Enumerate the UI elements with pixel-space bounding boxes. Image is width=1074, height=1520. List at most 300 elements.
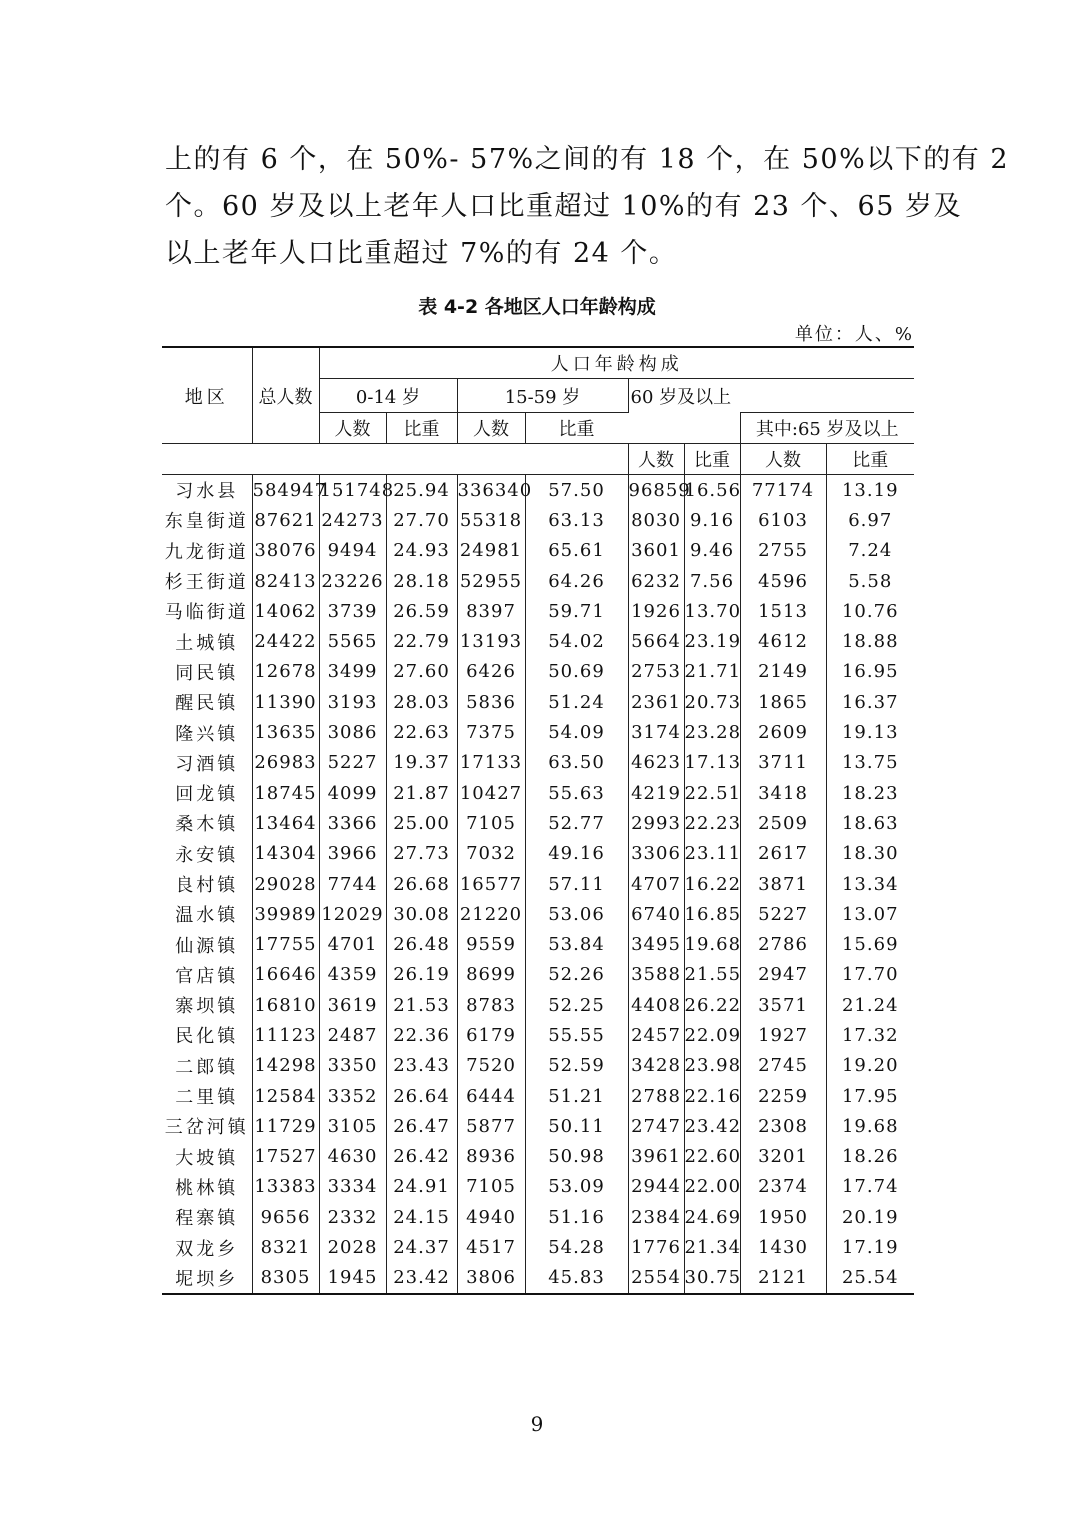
cell-count-15-59: 5836: [457, 687, 525, 717]
cell-count-0-14: 23226: [319, 566, 386, 596]
cell-count-60-plus: 2747: [628, 1111, 684, 1141]
cell-count-60-plus: 4623: [628, 748, 684, 778]
cell-share-65-plus: 13.75: [826, 748, 914, 778]
cell-count-0-14: 3619: [319, 990, 386, 1020]
cell-total: 9656: [252, 1202, 319, 1232]
cell-count-0-14: 2332: [319, 1202, 386, 1232]
cell-share-15-59: 63.13: [525, 505, 628, 535]
header-share-0-14: 比重: [386, 413, 457, 444]
cell-region: 同民镇: [175, 662, 239, 684]
cell-region: 程寨镇: [175, 1208, 239, 1230]
header-share-60: 比重: [684, 444, 740, 475]
cell-share-60-plus: 20.73: [684, 687, 740, 717]
cell-total: 26983: [252, 748, 319, 778]
cell-count-0-14: 3086: [319, 717, 386, 747]
table-row: [162, 1263, 914, 1294]
cell-total: 14062: [252, 596, 319, 626]
cell-total: 29028: [252, 869, 319, 899]
header-count-65: 人数: [740, 444, 826, 475]
cell-count-15-59: 16577: [457, 869, 525, 899]
cell-region: 习水县: [162, 475, 252, 506]
cell-share-15-59: 54.28: [525, 1232, 628, 1262]
table-row: [162, 869, 914, 899]
table-row: [162, 839, 914, 869]
cell-region: 三岔河镇: [164, 1117, 249, 1139]
cell-count-65-plus: 2374: [740, 1172, 826, 1202]
cell-share-15-59: 52.25: [525, 990, 628, 1020]
cell-count-60-plus: 96859: [628, 475, 684, 506]
cell-count-15-59: 55318: [457, 505, 525, 535]
cell-share-0-14: 28.03: [386, 687, 457, 717]
cell-count-60-plus: 1926: [628, 596, 684, 626]
cell-share-0-14: 30.08: [386, 899, 457, 929]
cell-share-65-plus: 18.63: [826, 808, 914, 838]
cell-region: 二里镇: [175, 1087, 239, 1109]
cell-count-15-59: 24981: [457, 536, 525, 566]
header-group-15-59: 15-59 岁: [457, 379, 628, 413]
cell-count-15-59: 7105: [457, 1172, 525, 1202]
cell-share-60-plus: 21.55: [684, 960, 740, 990]
cell-share-60-plus: 22.09: [684, 1020, 740, 1050]
cell-count-15-59: 8783: [457, 990, 525, 1020]
cell-share-0-14: 26.19: [386, 960, 457, 990]
cell-share-15-59: 51.24: [525, 687, 628, 717]
cell-share-15-59: 59.71: [525, 596, 628, 626]
table-row: [162, 566, 914, 596]
cell-share-0-14: 23.42: [386, 1263, 457, 1294]
cell-count-0-14: 151748: [319, 475, 386, 506]
cell-share-60-plus: 21.34: [684, 1232, 740, 1262]
cell-count-15-59: 4517: [457, 1232, 525, 1262]
cell-share-65-plus: 17.32: [826, 1020, 914, 1050]
cell-share-65-plus: 19.20: [826, 1051, 914, 1081]
cell-share-65-plus: 13.19: [826, 475, 914, 506]
cell-count-60-plus: 2788: [628, 1081, 684, 1111]
cell-count-0-14: 3105: [319, 1111, 386, 1141]
cell-share-65-plus: 19.68: [826, 1111, 914, 1141]
cell-count-65-plus: 2509: [740, 808, 826, 838]
header-spacer: [319, 444, 386, 475]
cell-count-65-plus: 1865: [740, 687, 826, 717]
table-row: [162, 536, 914, 566]
cell-share-15-59: 53.09: [525, 1172, 628, 1202]
cell-share-60-plus: 17.13: [684, 748, 740, 778]
cell-share-60-plus: 23.19: [684, 626, 740, 656]
cell-share-15-59: 49.16: [525, 839, 628, 869]
cell-total: 17755: [252, 929, 319, 959]
cell-count-60-plus: 2384: [628, 1202, 684, 1232]
cell-count-65-plus: 3201: [740, 1142, 826, 1172]
cell-count-60-plus: 2993: [628, 808, 684, 838]
cell-share-0-14: 24.91: [386, 1172, 457, 1202]
header-count-0-14: 人数: [319, 413, 386, 444]
header-share-15-59: 比重: [525, 413, 628, 444]
cell-total: 11123: [252, 1020, 319, 1050]
page-number: 9: [530, 1412, 544, 1436]
cell-count-60-plus: 5664: [628, 626, 684, 656]
cell-count-15-59: 17133: [457, 748, 525, 778]
paragraph-line: 个。60 岁及以上老年人口比重超过 10%的有 23 个、65 岁及: [165, 191, 962, 222]
cell-share-65-plus: 18.23: [826, 778, 914, 808]
cell-count-65-plus: 3418: [740, 778, 826, 808]
cell-share-60-plus: 13.70: [684, 596, 740, 626]
cell-share-0-14: 25.94: [386, 475, 457, 506]
cell-count-0-14: 2028: [319, 1232, 386, 1262]
cell-share-15-59: 63.50: [525, 748, 628, 778]
cell-count-15-59: 10427: [457, 778, 525, 808]
cell-share-0-14: 25.00: [386, 808, 457, 838]
cell-share-0-14: 26.47: [386, 1111, 457, 1141]
cell-total: 17527: [252, 1142, 319, 1172]
cell-share-65-plus: 16.37: [826, 687, 914, 717]
cell-share-60-plus: 22.00: [684, 1172, 740, 1202]
cell-share-60-plus: 16.56: [684, 475, 740, 506]
cell-count-0-14: 3966: [319, 839, 386, 869]
cell-region: 东皇街道: [164, 511, 249, 533]
cell-count-60-plus: 3428: [628, 1051, 684, 1081]
cell-region: 桑木镇: [175, 814, 239, 836]
cell-count-15-59: 7375: [457, 717, 525, 747]
cell-count-0-14: 5565: [319, 626, 386, 656]
cell-region: 官店镇: [175, 965, 239, 987]
table-row: [162, 626, 914, 656]
cell-region: 坭坝乡: [162, 1263, 252, 1294]
cell-count-15-59: 7032: [457, 839, 525, 869]
cell-region: 大坡镇: [175, 1147, 239, 1169]
cell-share-15-59: 45.83: [525, 1263, 628, 1294]
cell-share-15-59: 53.06: [525, 899, 628, 929]
table-row: [162, 657, 914, 687]
cell-share-60-plus: 23.42: [684, 1111, 740, 1141]
cell-count-65-plus: 2121: [740, 1263, 826, 1294]
cell-count-65-plus: 3711: [740, 748, 826, 778]
cell-share-15-59: 55.55: [525, 1020, 628, 1050]
table-header: [162, 347, 914, 475]
cell-share-0-14: 21.53: [386, 990, 457, 1020]
cell-share-65-plus: 5.58: [826, 566, 914, 596]
cell-share-60-plus: 26.22: [684, 990, 740, 1020]
cell-count-60-plus: 3174: [628, 717, 684, 747]
cell-count-60-plus: 3601: [628, 536, 684, 566]
cell-share-60-plus: 30.75: [684, 1263, 740, 1294]
cell-count-15-59: 7520: [457, 1051, 525, 1081]
cell-share-15-59: 54.09: [525, 717, 628, 747]
header-spacer: [252, 444, 319, 475]
cell-share-15-59: 57.50: [525, 475, 628, 506]
cell-count-0-14: 5227: [319, 748, 386, 778]
cell-count-0-14: 7744: [319, 869, 386, 899]
cell-region: 隆兴镇: [175, 723, 239, 745]
cell-total: 584947: [252, 475, 319, 506]
cell-count-60-plus: 2361: [628, 687, 684, 717]
cell-share-15-59: 54.02: [525, 626, 628, 656]
header-spacer: [162, 444, 252, 475]
cell-total: 18745: [252, 778, 319, 808]
cell-count-0-14: 3366: [319, 808, 386, 838]
cell-count-15-59: 21220: [457, 899, 525, 929]
table-row: [162, 929, 914, 959]
cell-count-60-plus: 3961: [628, 1142, 684, 1172]
header-count-60: 人数: [628, 444, 684, 475]
cell-share-60-plus: 22.23: [684, 808, 740, 838]
cell-count-65-plus: 5227: [740, 899, 826, 929]
cell-share-60-plus: 9.46: [684, 536, 740, 566]
cell-count-65-plus: 1513: [740, 596, 826, 626]
cell-count-15-59: 6179: [457, 1020, 525, 1050]
cell-share-0-14: 26.59: [386, 596, 457, 626]
cell-count-15-59: 13193: [457, 626, 525, 656]
cell-share-0-14: 27.70: [386, 505, 457, 535]
cell-count-0-14: 3350: [319, 1051, 386, 1081]
cell-total: 14298: [252, 1051, 319, 1081]
cell-share-15-59: 50.11: [525, 1111, 628, 1141]
cell-count-65-plus: 2745: [740, 1051, 826, 1081]
cell-count-15-59: 9559: [457, 929, 525, 959]
cell-count-65-plus: 2617: [740, 839, 826, 869]
cell-share-60-plus: 16.22: [684, 869, 740, 899]
table-row: [162, 475, 914, 506]
cell-count-65-plus: 6103: [740, 505, 826, 535]
cell-share-0-14: 24.15: [386, 1202, 457, 1232]
cell-count-60-plus: 6740: [628, 899, 684, 929]
cell-count-65-plus: 2786: [740, 929, 826, 959]
cell-share-65-plus: 18.30: [826, 839, 914, 869]
cell-share-65-plus: 20.19: [826, 1202, 914, 1232]
cell-count-0-14: 2487: [319, 1020, 386, 1050]
cell-share-0-14: 22.36: [386, 1020, 457, 1050]
table-body: [162, 475, 914, 1295]
cell-count-15-59: 4940: [457, 1202, 525, 1232]
cell-count-60-plus: 6232: [628, 566, 684, 596]
cell-count-60-plus: 8030: [628, 505, 684, 535]
paragraph-line: 以上老年人口比重超过 7%的有 24 个。: [165, 238, 678, 269]
cell-count-65-plus: 1430: [740, 1232, 826, 1262]
cell-count-0-14: 3334: [319, 1172, 386, 1202]
cell-total: 13635: [252, 717, 319, 747]
cell-total: 14304: [252, 839, 319, 869]
cell-share-65-plus: 17.19: [826, 1232, 914, 1262]
cell-share-0-14: 24.93: [386, 536, 457, 566]
cell-share-15-59: 52.26: [525, 960, 628, 990]
cell-count-65-plus: 3571: [740, 990, 826, 1020]
cell-region: 习酒镇: [175, 753, 239, 775]
cell-share-15-59: 64.26: [525, 566, 628, 596]
cell-count-60-plus: 3306: [628, 839, 684, 869]
cell-share-15-59: 57.11: [525, 869, 628, 899]
cell-total: 12678: [252, 657, 319, 687]
header-blank-60: [628, 413, 740, 444]
table-row: [162, 1051, 914, 1081]
cell-total: 16646: [252, 960, 319, 990]
cell-count-60-plus: 2753: [628, 657, 684, 687]
table-row: [162, 899, 914, 929]
cell-share-60-plus: 22.16: [684, 1081, 740, 1111]
header-group-0-14: 0-14 岁: [319, 379, 457, 413]
cell-count-15-59: 8397: [457, 596, 525, 626]
cell-count-0-14: 3193: [319, 687, 386, 717]
cell-count-15-59: 7105: [457, 808, 525, 838]
cell-total: 87621: [252, 505, 319, 535]
cell-share-15-59: 51.21: [525, 1081, 628, 1111]
cell-count-0-14: 4630: [319, 1142, 386, 1172]
cell-share-0-14: 22.63: [386, 717, 457, 747]
cell-share-65-plus: 17.70: [826, 960, 914, 990]
cell-count-0-14: 24273: [319, 505, 386, 535]
cell-share-60-plus: 23.98: [684, 1051, 740, 1081]
cell-count-65-plus: 1950: [740, 1202, 826, 1232]
cell-count-15-59: 5877: [457, 1111, 525, 1141]
cell-count-0-14: 12029: [319, 899, 386, 929]
cell-share-0-14: 22.79: [386, 626, 457, 656]
table-row: [162, 1232, 914, 1262]
cell-count-65-plus: 4596: [740, 566, 826, 596]
cell-count-15-59: 3806: [457, 1263, 525, 1294]
cell-count-15-59: 336340: [457, 475, 525, 506]
age-structure-table: [162, 346, 914, 1295]
cell-count-15-59: 8936: [457, 1142, 525, 1172]
cell-region: 良村镇: [175, 875, 239, 896]
cell-count-65-plus: 2609: [740, 717, 826, 747]
cell-region: 桃林镇: [175, 1177, 239, 1199]
cell-total: 8321: [252, 1232, 319, 1262]
cell-count-60-plus: 2457: [628, 1020, 684, 1050]
header-region: 地区: [162, 347, 252, 444]
cell-count-60-plus: 3588: [628, 960, 684, 990]
cell-total: 38076: [252, 536, 319, 566]
cell-share-65-plus: 17.74: [826, 1172, 914, 1202]
cell-share-15-59: 53.84: [525, 929, 628, 959]
header-group-65-plus: 其中:65 岁及以上: [740, 413, 914, 444]
table-row: [162, 808, 914, 838]
cell-share-0-14: 19.37: [386, 748, 457, 778]
cell-count-15-59: 6444: [457, 1081, 525, 1111]
cell-share-60-plus: 7.56: [684, 566, 740, 596]
cell-total: 39989: [252, 899, 319, 929]
cell-region: 杉王街道: [164, 572, 249, 594]
cell-share-0-14: 26.68: [386, 869, 457, 899]
cell-count-65-plus: 77174: [740, 475, 826, 506]
cell-count-60-plus: 4219: [628, 778, 684, 808]
cell-region: 醒民镇: [175, 693, 239, 715]
cell-share-60-plus: 19.68: [684, 929, 740, 959]
cell-share-65-plus: 13.07: [826, 899, 914, 929]
cell-share-0-14: 26.42: [386, 1142, 457, 1172]
cell-count-15-59: 6426: [457, 657, 525, 687]
cell-count-60-plus: 3495: [628, 929, 684, 959]
cell-count-60-plus: 4408: [628, 990, 684, 1020]
table-row: [162, 1202, 914, 1232]
cell-count-65-plus: 4612: [740, 626, 826, 656]
cell-count-0-14: 1945: [319, 1263, 386, 1294]
table-row: [162, 687, 914, 717]
cell-count-65-plus: 2259: [740, 1081, 826, 1111]
header-spacer: [525, 444, 628, 475]
cell-share-65-plus: 7.24: [826, 536, 914, 566]
cell-count-60-plus: 2554: [628, 1263, 684, 1294]
cell-share-0-14: 27.60: [386, 657, 457, 687]
cell-share-65-plus: 15.69: [826, 929, 914, 959]
cell-count-65-plus: 2308: [740, 1111, 826, 1141]
cell-share-65-plus: 13.34: [826, 869, 914, 899]
cell-total: 16810: [252, 990, 319, 1020]
cell-count-65-plus: 2755: [740, 536, 826, 566]
header-count-15-59: 人数: [457, 413, 525, 444]
cell-count-60-plus: 1776: [628, 1232, 684, 1262]
cell-count-0-14: 3499: [319, 657, 386, 687]
body-paragraph: [165, 136, 1010, 277]
cell-region: 双龙乡: [175, 1238, 239, 1260]
cell-share-65-plus: 18.26: [826, 1142, 914, 1172]
cell-count-65-plus: 3871: [740, 869, 826, 899]
cell-total: 13464: [252, 808, 319, 838]
cell-count-0-14: 9494: [319, 536, 386, 566]
cell-region: 永安镇: [175, 844, 239, 866]
cell-count-60-plus: 4707: [628, 869, 684, 899]
cell-share-15-59: 52.59: [525, 1051, 628, 1081]
cell-share-60-plus: 23.28: [684, 717, 740, 747]
table-row: [162, 1081, 914, 1111]
table-row: [162, 596, 914, 626]
cell-share-0-14: 28.18: [386, 566, 457, 596]
cell-share-60-plus: 24.69: [684, 1202, 740, 1232]
cell-region: 回龙镇: [175, 784, 239, 806]
table-row: [162, 748, 914, 778]
cell-region: 温水镇: [175, 905, 239, 927]
cell-share-65-plus: 25.54: [826, 1263, 914, 1294]
paragraph-line: 上的有 6 个，在 50%- 57%之间的有 18 个，在 50%以下的有 2: [165, 144, 1010, 175]
cell-count-0-14: 3352: [319, 1081, 386, 1111]
header-share-65: 比重: [826, 444, 914, 475]
header-age-structure: 人口年龄构成: [319, 347, 914, 379]
cell-share-15-59: 55.63: [525, 778, 628, 808]
cell-share-0-14: 24.37: [386, 1232, 457, 1262]
cell-total: 12584: [252, 1081, 319, 1111]
cell-share-0-14: 23.43: [386, 1051, 457, 1081]
cell-region: 九龙街道: [164, 541, 249, 563]
cell-count-65-plus: 2947: [740, 960, 826, 990]
cell-share-65-plus: 19.13: [826, 717, 914, 747]
table-row: [162, 717, 914, 747]
cell-share-65-plus: 16.95: [826, 657, 914, 687]
cell-share-60-plus: 22.51: [684, 778, 740, 808]
table-row: [162, 778, 914, 808]
table-row: [162, 960, 914, 990]
cell-share-60-plus: 21.71: [684, 657, 740, 687]
cell-share-60-plus: 16.85: [684, 899, 740, 929]
cell-share-65-plus: 18.88: [826, 626, 914, 656]
cell-total: 13383: [252, 1172, 319, 1202]
cell-count-15-59: 52955: [457, 566, 525, 596]
cell-share-0-14: 26.64: [386, 1081, 457, 1111]
cell-share-65-plus: 17.95: [826, 1081, 914, 1111]
cell-count-0-14: 4099: [319, 778, 386, 808]
cell-share-60-plus: 9.16: [684, 505, 740, 535]
cell-count-15-59: 8699: [457, 960, 525, 990]
cell-count-60-plus: 2944: [628, 1172, 684, 1202]
cell-count-65-plus: 1927: [740, 1020, 826, 1050]
cell-region: 民化镇: [175, 1026, 239, 1048]
cell-total: 24422: [252, 626, 319, 656]
table-row: [162, 1142, 914, 1172]
cell-share-65-plus: 21.24: [826, 990, 914, 1020]
cell-share-60-plus: 23.11: [684, 839, 740, 869]
table-title: 表 4-2 各地区人口年龄构成: [418, 296, 656, 318]
header-group-60-plus: 60 岁及以上: [628, 379, 914, 413]
cell-share-0-14: 27.73: [386, 839, 457, 869]
cell-share-65-plus: 10.76: [826, 596, 914, 626]
cell-region: 寨坝镇: [175, 996, 239, 1018]
table-row: [162, 1172, 914, 1202]
